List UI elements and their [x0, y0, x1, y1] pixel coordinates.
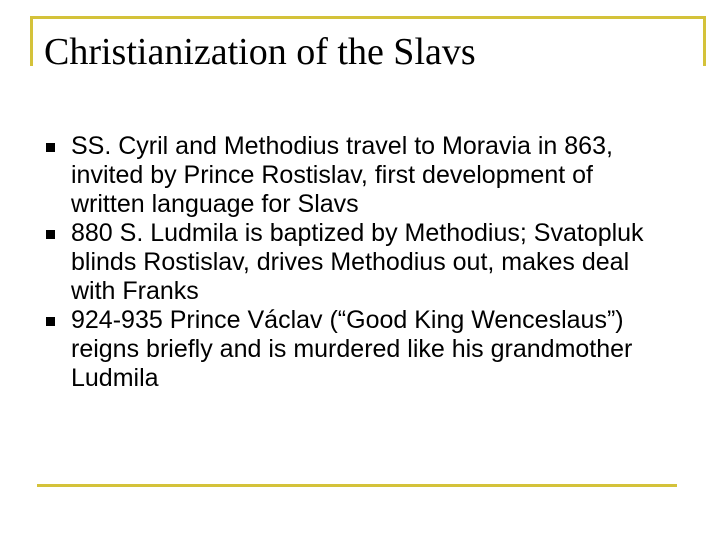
frame-left-rule: [30, 16, 33, 66]
frame-right-rule: [703, 16, 706, 66]
bullet-item: [0, 306, 671, 393]
bullet-text: 880 S. Ludmila is baptized by Methodius; Svatopluk blinds Rostislav, drives Methodius out, makes deal with Franks: [71, 219, 644, 305]
frame-bottom-rule: [37, 484, 677, 487]
bullet-text: SS. Cyril and Methodius travel to Moravia in 863, invited by Prince Rostislav, first development of written language for Slavs: [71, 132, 613, 218]
frame-top-rule: [30, 16, 706, 19]
bullet-text: 924-935 Prince Václav (“Good King Wenceslaus”) reigns briefly and is murdered like his grandmother Ludmila: [71, 306, 633, 392]
square-bullet-icon: [46, 317, 55, 326]
square-bullet-icon: [46, 143, 55, 152]
bullet-list: [0, 132, 720, 393]
square-bullet-icon: [46, 230, 55, 239]
slide-title: Christianization of the Slavs: [44, 31, 476, 73]
bullet-item: [0, 219, 671, 306]
bullet-item: [0, 132, 671, 219]
